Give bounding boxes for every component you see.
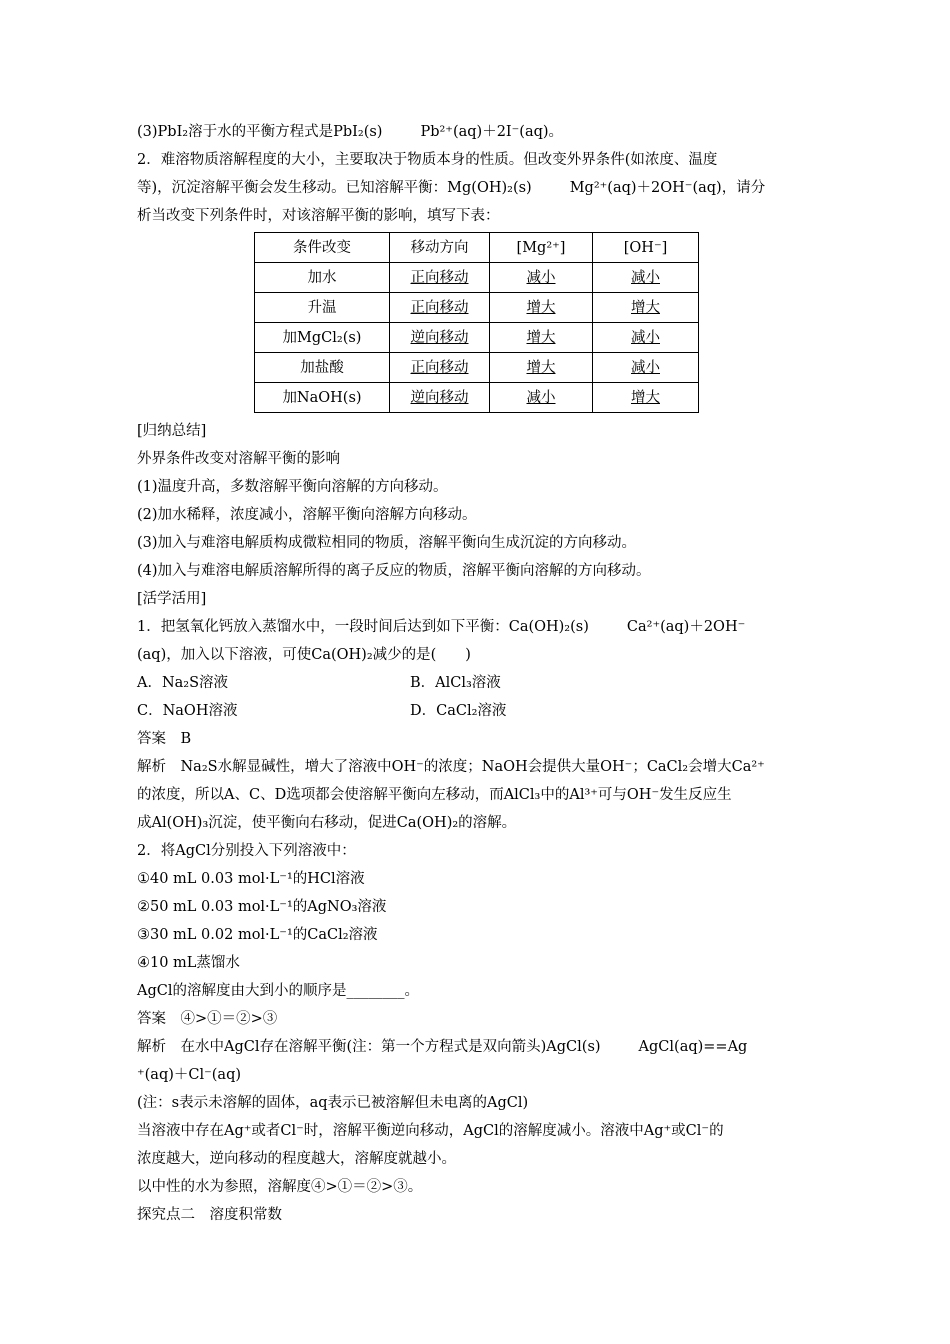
option-c: C．NaOH溶液: [137, 703, 238, 719]
paragraph-line: 2．难溶物质溶解程度的大小，主要取决于物质本身的性质。但改变外界条件(如浓度、温度: [137, 152, 718, 168]
table-header: 条件改变: [255, 233, 390, 263]
explanation-line: 成Al(OH)₃沉淀，使平衡向右移动，促进Ca(OH)₂的溶解。: [137, 815, 517, 831]
table-cell: 逆向移动: [390, 323, 490, 353]
table-cell: 加MgCl₂(s): [255, 323, 390, 353]
table-row: [255, 323, 699, 353]
summary-item: (3)加入与难溶电解质构成微粒相同的物质，溶解平衡向生成沉淀的方向移动。: [137, 535, 637, 551]
table-row: [255, 263, 699, 293]
option-row: [137, 669, 813, 697]
question-line: 1．把氢氧化钙放入蒸馏水中，一段时间后达到如下平衡：Ca(OH)₂(s) Ca²⁺(aq)＋2OH⁻: [137, 619, 746, 635]
option-b: B．AlCl₃溶液: [410, 675, 501, 691]
question-item: ④10 mL蒸馏水: [137, 955, 240, 971]
answer-line: 答案 ④>①＝②>③: [137, 1011, 278, 1027]
next-section-heading: 探究点二 溶度积常数: [137, 1207, 282, 1223]
question-line: 2．将AgCl分别投入下列溶液中：: [137, 843, 356, 859]
summary-item: (4)加入与难溶电解质溶解所得的离子反应的物质，溶解平衡向溶解的方向移动。: [137, 563, 651, 579]
explanation-line: 的浓度，所以A、C、D选项都会使溶解平衡向左移动，而AlCl₃中的Al³⁺可与OH⁻发生反应生: [137, 787, 732, 803]
section-heading: [归纳总结]: [137, 423, 207, 439]
explanation-line: 解析 Na₂S水解显碱性，增大了溶液中OH⁻的浓度；NaOH会提供大量OH⁻；CaCl₂会增大Ca²⁺: [137, 759, 765, 775]
table-cell: 增大: [490, 323, 593, 353]
explanation-line: 浓度越大，逆向移动的程度越大，溶解度就越小。: [137, 1151, 456, 1167]
question-line: (aq)，加入以下溶液，可使Ca(OH)₂减少的是( ): [137, 647, 471, 663]
table-cell: 减小: [490, 383, 593, 413]
table-cell: 增大: [490, 293, 593, 323]
table-cell: 加盐酸: [255, 353, 390, 383]
question-item: ②50 mL 0.03 mol·L⁻¹的AgNO₃溶液: [137, 899, 387, 915]
option-d: D．CaCl₂溶液: [410, 703, 507, 719]
document-page: [137, 118, 813, 1229]
equilibrium-table: [254, 232, 699, 413]
table-cell: 逆向移动: [390, 383, 490, 413]
table-cell: 减小: [593, 263, 699, 293]
table-cell: 增大: [490, 353, 593, 383]
table-row: [255, 383, 699, 413]
table-cell: 加水: [255, 263, 390, 293]
question-item: ③30 mL 0.02 mol·L⁻¹的CaCl₂溶液: [137, 927, 378, 943]
summary-item: (1)温度升高，多数溶解平衡向溶解的方向移动。: [137, 479, 448, 495]
answer-line: 答案 B: [137, 731, 192, 747]
table-cell: 增大: [593, 383, 699, 413]
table-header-row: [255, 233, 699, 263]
question-item: ①40 mL 0.03 mol·L⁻¹的HCl溶液: [137, 871, 365, 887]
paragraph-line: 析当改变下列条件时，对该溶解平衡的影响，填写下表：: [137, 208, 500, 224]
option-row: [137, 697, 813, 725]
summary-title: 外界条件改变对溶解平衡的影响: [137, 451, 340, 467]
table-cell: 增大: [593, 293, 699, 323]
explanation-line: (注：s表示未溶解的固体，aq表示已被溶解但未电离的AgCl): [137, 1095, 529, 1111]
option-a: A．Na₂S溶液: [137, 675, 229, 691]
paragraph-line: 等)，沉淀溶解平衡会发生移动。已知溶解平衡：Mg(OH)₂(s) Mg²⁺(aq)＋2OH⁻(aq)，请分: [137, 180, 766, 196]
explanation-line: 当溶液中存在Ag⁺或者Cl⁻时，溶解平衡逆向移动，AgCl的溶解度减小。溶液中Ag⁺或Cl⁻的: [137, 1123, 724, 1139]
table-header: [OH⁻]: [593, 233, 699, 263]
question-line: AgCl的溶解度由大到小的顺序是________。: [137, 983, 419, 999]
table-row: [255, 293, 699, 323]
table-cell: 正向移动: [390, 353, 490, 383]
table-header: [Mg²⁺]: [490, 233, 593, 263]
summary-item: (2)加水稀释，浓度减小，溶解平衡向溶解方向移动。: [137, 507, 477, 523]
table-cell: 减小: [593, 323, 699, 353]
table-cell: 减小: [490, 263, 593, 293]
section-heading: [活学活用]: [137, 591, 207, 607]
table-cell: 升温: [255, 293, 390, 323]
table-cell: 加NaOH(s): [255, 383, 390, 413]
table-header: 移动方向: [390, 233, 490, 263]
explanation-line: 解析 在水中AgCl存在溶解平衡(注：第一个方程式是双向箭头)AgCl(s) AgCl(aq)==Ag: [137, 1039, 748, 1055]
table-row: [255, 353, 699, 383]
equation-line: (3)PbI₂溶于水的平衡方程式是PbI₂(s) Pb²⁺(aq)＋2I⁻(aq)。: [137, 124, 564, 140]
table-cell: 正向移动: [390, 263, 490, 293]
explanation-line: 以中性的水为参照，溶解度④>①＝②>③。: [137, 1179, 423, 1195]
table-cell: 减小: [593, 353, 699, 383]
explanation-line: ⁺(aq)＋Cl⁻(aq): [137, 1067, 242, 1083]
table-cell: 正向移动: [390, 293, 490, 323]
